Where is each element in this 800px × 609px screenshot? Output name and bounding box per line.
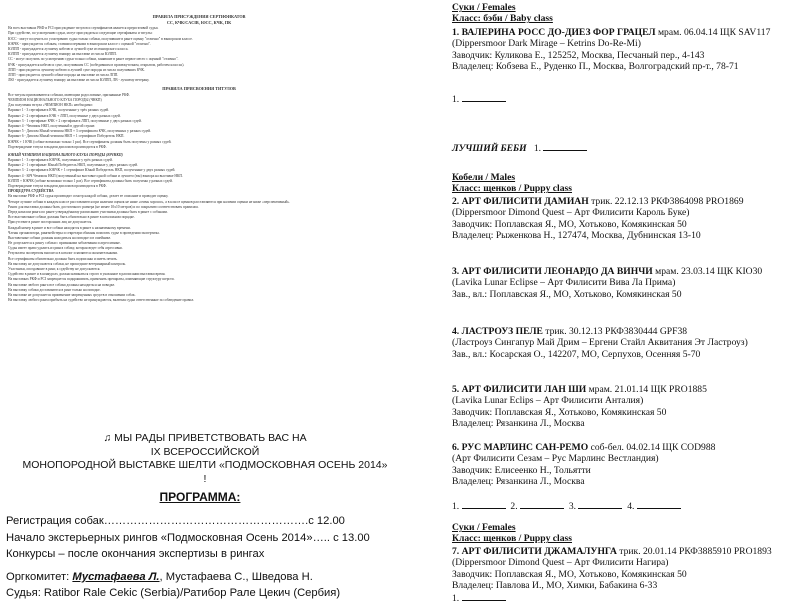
rules-title: ПРАВИЛА ПРИСУЖДЕНИЯ СЕРТИФИКАТОВ xyxy=(152,14,246,19)
rules-paragraph: Вариант 1 - 3 сертификата КЧК, полученные у трёх разных судей. xyxy=(8,108,110,113)
rules-paragraph: КЧК - присуждается кобелю и суке, получившим СС (победившим в промежуточном, открытом, рабочем классах). xyxy=(8,62,185,67)
rules-paragraph: Все выставочные собаки должны быть обязательно в ринге в каталожном порядке. xyxy=(8,215,135,220)
placement-4: 1. 2. 3. 4. xyxy=(452,500,798,512)
program-judge: Судья: Ratibor Rale Cekic (Serbia)/Ратибор Рале Цекич (Сербия) xyxy=(6,587,341,600)
best-baby: ЛУЧШИЙ БЕБИ 1. xyxy=(452,142,798,154)
entry-7 xyxy=(452,546,798,592)
entry-1 xyxy=(452,27,798,73)
rules-paragraph: Вариант 3 - 1 сертификат КЧК + 2 сертификата ЛПП, полученные у двух разных судей. xyxy=(8,118,142,123)
entry-owner: Владелец: Павлова И., МО, Химки, Бабакина 6-33 xyxy=(452,580,658,592)
greeting xyxy=(20,432,390,486)
org-label: Оргкомитет: xyxy=(6,570,70,583)
org-main: Мустафаева Л. xyxy=(72,570,160,583)
rules-paragraph: Участники, опоздавшие в ринг, к судейству не допускаются. xyxy=(8,267,101,272)
rules-paragraph: Все титулы присваиваются собакам, имеющим родословные, признанные РКФ. xyxy=(8,92,130,97)
section-class: Класс: бэби / Baby class xyxy=(452,13,553,25)
right-page-catalog xyxy=(452,0,798,609)
rules-paragraph: Вариант 5 - Диплом Юный чемпион НКП + 3 сертификата КЧК, полученных у разных судей. xyxy=(8,129,152,134)
rules-paragraph: На выставку собаки доставляются в ринг только на поводке. xyxy=(8,287,101,292)
entry-breeder: Зав., вл.: Косарская О., 142207, МО, Серпухов, Осенняя 5-70 xyxy=(452,348,701,360)
rules-paragraph: Каждый номер в ринге и все собаки находятся в ринге к назначенному времени. xyxy=(8,225,131,230)
rules-paragraph: Подтверждение титула в выдачи дипломов производится в РКФ. xyxy=(8,144,107,149)
entry-pedigree: (Dippersmoor Dimond Quest – Арт Филисити Нагира) xyxy=(452,557,669,569)
rules-paragraphs-4 xyxy=(8,194,390,302)
rules-paragraph: ЮЛПП - присуждается лучшему кобелю и лучшей суке из юниорского класса. xyxy=(8,46,129,51)
rules-paragraph: На выставках РКФ и FCI запрещается подкрашивать, применять препараты, изменяющие структуру шерсти. xyxy=(8,277,175,282)
placement-1: 1. xyxy=(452,93,798,105)
rules-paragraph: Вариант 1 - 3 сертификата ЮКЧК, полученные у трёх разных судей. xyxy=(8,158,113,163)
rules-paragraph: ЮСС - могут получить по усмотрению судьи только собаки, получившие в ранге оценку "отлично" в юниорском классе. xyxy=(8,36,193,41)
entry-pedigree: (Lavika Lunar Eclips – Арт Филисити Анталия) xyxy=(452,395,644,407)
entry-3 xyxy=(452,266,798,300)
entry-title: 6. РУС МАРЛИНС САН-РЕМО соб-бел. 04.02.14 ЩК COD988 xyxy=(452,442,716,453)
program-registration: Регистрация собак……………………………………………….c 12.00 xyxy=(6,515,345,527)
rules-subtitle: СС, КЧК/CACIB, ЮСС, КЧК, ПК xyxy=(166,19,232,25)
rules-paragraphs-1 xyxy=(8,26,390,82)
rules-paragraph: СС - могут получить по усмотрению судьи только собаки, занявшие в ранге первое место с оценкой "отлично". xyxy=(8,57,179,62)
entry-pedigree: (Арт Филисити Сезам – Рус Марлинс Вестландия) xyxy=(452,453,659,465)
entry-breeder: Заводчик: Поплавская Я., МО, Хотьково, Комякинская 50 xyxy=(452,568,687,580)
entry-pedigree: (Lavika Lunar Eclipse – Арт Филисити Вива Ла Прима) xyxy=(452,277,676,289)
program-title: ПРОГРАММА: xyxy=(159,490,241,504)
entry-breeder: Заводчик: Поплавская Я., Хотьково, Комякинская 50 xyxy=(452,406,667,418)
greeting-line-2: IX ВСЕРОССИЙСКОЙ xyxy=(150,445,260,458)
rules-paragraph: Все сертификаты обязательно должны быть подписаны и иметь печать. xyxy=(8,256,118,261)
entry-owner: Владелец: Рязанкина Л., Москва xyxy=(452,418,585,430)
rules-paragraph: Судья имеет право удалить из ринга собаку, которая ведет себя агрессивно. xyxy=(8,246,124,251)
section-sex: Суки / Females xyxy=(452,2,516,13)
rules-paragraph: Выставочные собаки должны находиться на поводке и в ошейнике. xyxy=(8,235,112,240)
entry-5 xyxy=(452,384,798,430)
entry-pedigree: (Dippersmoor Dark Mirage – Ketrins Do-Re-Mi) xyxy=(452,38,641,50)
rules-paragraph: Вариант 4 - Чемпион НКП, полученный в другой стране. xyxy=(8,123,96,128)
rules-paragraph: Не допускается к рингу собаки с признаками заболевания и агрессивные. xyxy=(8,241,121,246)
entry-owner: Владелец: Рязанкина Л., Москва xyxy=(452,476,585,488)
section-sex: Кобели / Males xyxy=(452,172,516,183)
program-organizers xyxy=(6,569,396,586)
greeting-line-1: ♫ МЫ РАДЫ ПРИВЕТСТВОВАТЬ ВАС НА xyxy=(103,432,307,444)
rules-text xyxy=(8,14,390,303)
rules-paragraph: При судействе, по усмотрению судьи, могут присуждаться следующие сертификаты и титулы: xyxy=(8,31,153,36)
entry-pedigree: (Dippersmoor Dimond Quest – Арт Филисити Кароль Буке) xyxy=(452,207,690,219)
rules-paragraph: На всех выставках РКФ и FCI присуждение титулов и сертификатов является прерогативой судьи. xyxy=(8,26,159,31)
entry-breeder: Заводчик: Поплавская Я., МО, Хотьково, Комякинская 50 xyxy=(452,218,687,230)
rules-paragraph: ЮКЧК + 1 КЧК (собаке возможно только 1 раз). Все сертификаты должны быть получены у разных судей. xyxy=(8,139,172,144)
org-rest: , Мустафаева С., Шведова Н. xyxy=(159,570,313,583)
section-class: Класс: щенков / Puppy class xyxy=(452,533,572,545)
entry-title: 3. АРТ ФИЛИСИТИ ЛЕОНАРДО ДА ВИНЧИ мрам. 23.03.14 ЩК KIO30 xyxy=(452,266,763,277)
entry-owner: Владелец: Кобзева Е., Руденко П., Москва, Волгоградский пр-т., 78-71 xyxy=(452,61,739,73)
rules-paragraph: На выставке не допускается применение запрещенных средств в отношении собак. xyxy=(8,292,136,297)
rules-paragraph: Перед началом ринга по ранее утверждённому расписанию участники должны быть в ринге с собаками. xyxy=(8,209,168,214)
entry-title: 2. АРТ ФИЛИСИТИ ДАМИАН трик. 22.12.13 РКФ3864098 PRO1869 xyxy=(452,196,744,207)
rules-paragraph: ЮЛПП - присуждается лучшему юниору на выставке из числа ЮЛПП. xyxy=(8,52,117,57)
rules-paragraph: Судейство в ринге и в конкурсах должно начинаться строго в указанное в расписании выставки время. xyxy=(8,272,166,277)
greeting-line-3: МОНОПОРОДНОЙ ВЫСТАВКЕ ШЕЛТИ «ПОДМОСКОВНАЯ ОСЕНЬ 2014» ! xyxy=(22,459,388,485)
rules-paragraphs-2 xyxy=(8,93,390,149)
placement-7: 1. xyxy=(452,592,798,604)
entry-title: 7. АРТ ФИЛИСИТИ ДЖАМАЛУНГА трик. 20.01.14 РКФ3885910 PRO1893 xyxy=(452,546,772,557)
section-females-baby xyxy=(452,2,798,25)
rules-paragraph: Вариант 2 - 1 сертификат Юный Победитель НКП, полученные у двух разных судей. xyxy=(8,163,139,168)
rules-section-junior: ЮНЫЙ ЧЕМПИОН НАЦИОНАЛЬНОГО КЛУБА ПОРОДЫ (ЮЧНКП) xyxy=(8,152,123,157)
rules-paragraph: ЛПП - присуждается лучшему кобелю и лучшей суке породы из числа получивших КЧК. xyxy=(8,67,145,72)
section-class: Класс: щенков / Puppy class xyxy=(452,183,572,195)
rules-paragraph: Присутствие в ринге посторонних лиц не допускается. xyxy=(8,220,93,225)
rules-paragraph: На выставку любого ранга прибыть на судейство не принуждаются, включая судьи ответственные за соблюдение правил. xyxy=(8,298,195,303)
rules-section-procedure: ПРОЦЕДУРА СУДЕЙСТВА xyxy=(8,189,54,194)
rules-paragraph: ЮЛПП + ЮКЧК (собаке возможно только 1 раз). Все сертификаты должны быть получены у разных судей. xyxy=(8,178,173,183)
rules-paragraph: ЛПП - присуждается лучшей собаке породы на выставке из числа ЛПП. xyxy=(8,72,119,77)
rules-paragraph: Для получения титула «ЧЕМПИОН НКП» необходимо: xyxy=(8,103,94,108)
rules-paragraph: Подтверждение титула в выдачи дипломов производится в РКФ. xyxy=(8,184,107,189)
program xyxy=(6,513,396,602)
rules-paragraphs-3 xyxy=(8,158,390,189)
entry-title: 5. АРТ ФИЛИСИТИ ЛАН ШИ мрам. 21.01.14 ЩК PRO1885 xyxy=(452,384,707,395)
section-females-puppy xyxy=(452,522,798,545)
entry-breeder: Заводчик: Куликова Е., 125252, Москва, Песчаный пер., 4-143 xyxy=(452,49,705,61)
rules-paragraph: На выставке любого ранга все собаки должны находиться на поводке. xyxy=(8,282,116,287)
entry-breeder: Зав., вл.: Поплавская Я., МО, Хотьково, Комякинская 50 xyxy=(452,288,682,300)
program-contests: Конкурсы – после окончания экспертизы в рингах xyxy=(6,548,265,561)
rules-paragraph: Члены организатора, рингмейстеры и секретари обязаны помогать судье в проведении экспертизы. xyxy=(8,230,160,235)
entry-6 xyxy=(452,442,798,488)
rules-paragraph: ЮКЧК - присуждается собакам, ставшим первыми в юниорском классе с оценкой "отлично". xyxy=(8,41,151,46)
entry-breeder: Заводчик: Елисеенко Н., Тольятти xyxy=(452,464,591,476)
section-sex: Суки / Females xyxy=(452,522,516,533)
rules-paragraph: Вариант 6 - Диплом Юный чемпион НКП + 1 сертификат Победитель НКП. xyxy=(8,134,125,139)
entry-title: 4. ЛАСТРОУЗ ПЕЛЕ трик. 30.12.13 РКФ3830444 GPF38 xyxy=(452,326,688,337)
rules-paragraph: На выставке РКФ и FCI судья производит осмотр каждой собаки, делает ее описание и проводит оценку. xyxy=(8,194,169,199)
program-rings: Начало экстерьерных рингов «Подмосковная Осень 2014»….. с 13.00 xyxy=(6,531,370,544)
rules-paragraph: Вариант 4 - ЮЧ Чемпион НКП (полученный на выставке одной собаки и лучшего (юн) юниора на выставке НКП. xyxy=(8,173,183,178)
rules-paragraph: Результаты экспертизы вносятся в каталог и являются окончательными. xyxy=(8,251,119,256)
entry-pedigree: (Ластроуз Сингапур Май Дрим – Ергени Стайл Аквитания Эт Ластроуз) xyxy=(452,337,748,349)
section-males-puppy xyxy=(452,172,798,195)
rules-paragraph: На выставку не допускаются собаки, не прошедшие ветеринарный контроль. xyxy=(8,261,127,266)
entry-title: 1. ВАЛЕРИНА РОСС ДО-ДИЕЗ ФОР ГРАЦЕЛ мрам. 06.04.14 ЩК SAV117 xyxy=(452,27,771,38)
left-page xyxy=(0,0,396,609)
entry-2 xyxy=(452,196,798,242)
rules-paragraph: Вариант 2 - 2 сертификата КЧК + ЛПП, полученные у двух разных судей. xyxy=(8,113,121,118)
rules-paragraph: ЛЮ - присуждается лучшему юниору на выставке из числа ЮЛПП, ЛВ - лучшему ветерану. xyxy=(8,78,150,83)
rules-paragraph: ЧЕМПИОН НАЦИОНАЛЬНОГО КЛУБА ПОРОДЫ (ЧНКП) xyxy=(8,98,102,103)
rules-paragraph: Ринги для выставки должны быть достаточного размера (не менее 10х10 метров) и по покрытию соответствовать правилам. xyxy=(8,204,199,209)
entry-owner: Владелец: Рыженкова Н., 127474, Москва, Дубнинская 13-10 xyxy=(452,230,701,242)
rules-section-titles: ПРАВИЛА ПРИСВОЕНИЯ ТИТУЛОВ xyxy=(162,86,236,92)
rules-paragraph: Вариант 3 - 2 сертификата ЮКЧК + 1 сертификат Юный Победитель НКП, полученные у двух разных судей. xyxy=(8,168,176,173)
entry-4 xyxy=(452,326,798,360)
rules-paragraph: Четыре лучшие собаки в каждом классе расставляются при наличии оценок не ниже «очень хорошо», а в классе щенков расставляются при наличии оценки не ниже «перспективный». xyxy=(8,199,291,204)
